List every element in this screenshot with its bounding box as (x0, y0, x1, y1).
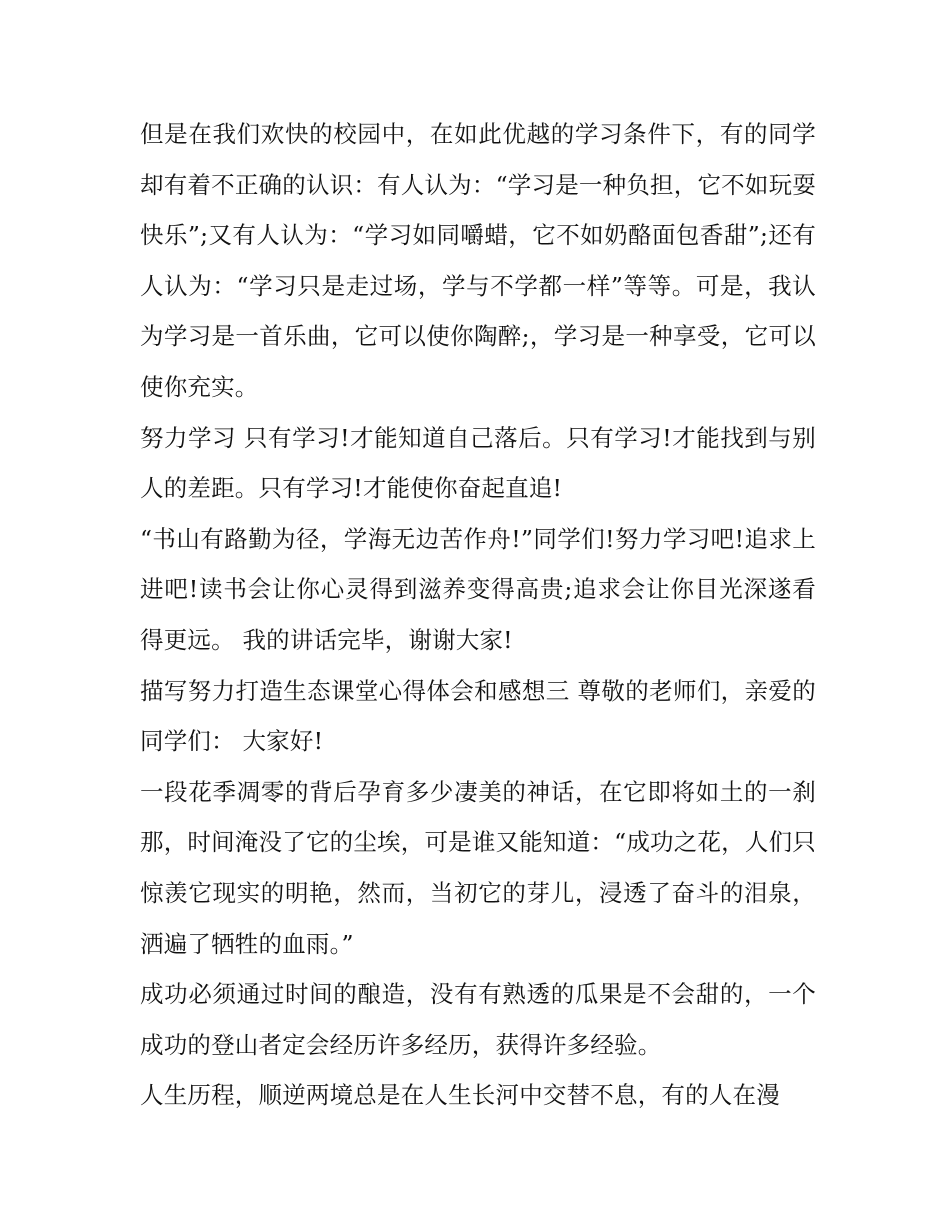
document-body (140, 109, 816, 1121)
paragraph-2: 努力学习 只有学习!才能知道自己落后。只有学习!才能找到与别人的差距。只有学习!才能使你奋起直追! (140, 423, 816, 503)
paragraph-3: “书山有路勤为径，学海无边苦作舟!”同学们!努力学习吧!追求上进吧!读书会让你心灵得到滋养变得高贵;追求会让你目光深遂看得更远。 我的讲话完毕，谢谢大家! (140, 524, 816, 654)
paragraph-5: 一段花季凋零的背后孕育多少凄美的神话，在它即将如土的一刹那，时间淹没了它的尘埃，可是谁又能知道：“成功之花，人们只惊羡它现实的明艳，然而，当初它的芽儿，浸透了奋斗的泪泉，洒遍了牺牲的血雨。” (140, 777, 816, 958)
paragraph-1: 但是在我们欢快的校园中，在如此优越的学习条件下，有的同学却有着不正确的认识：有人认为：“学习是一种负担，它不如玩耍快乐”;又有人认为：“学习如同嚼蜡，它不如奶酪面包香甜”;还有人认为：“学习只是走过场，学与不学都一样”等等。可是，我认为学习是一首乐曲，它可以使你陶醉;，学习是一种享受，它可以使你充实。 (140, 120, 816, 401)
paragraph-7: 人生历程，顺逆两境总是在人生长河中交替不息，有的人在漫 (140, 1081, 780, 1110)
paragraph-6: 成功必须通过时间的酿造，没有有熟透的瓜果是不会甜的，一个成功的登山者定会经历许多经历，获得许多经验。 (140, 980, 816, 1059)
paragraph-4: 描写努力打造生态课堂心得体会和感想三 尊敬的老师们，亲爱的同学们： 大家好! (140, 676, 816, 756)
